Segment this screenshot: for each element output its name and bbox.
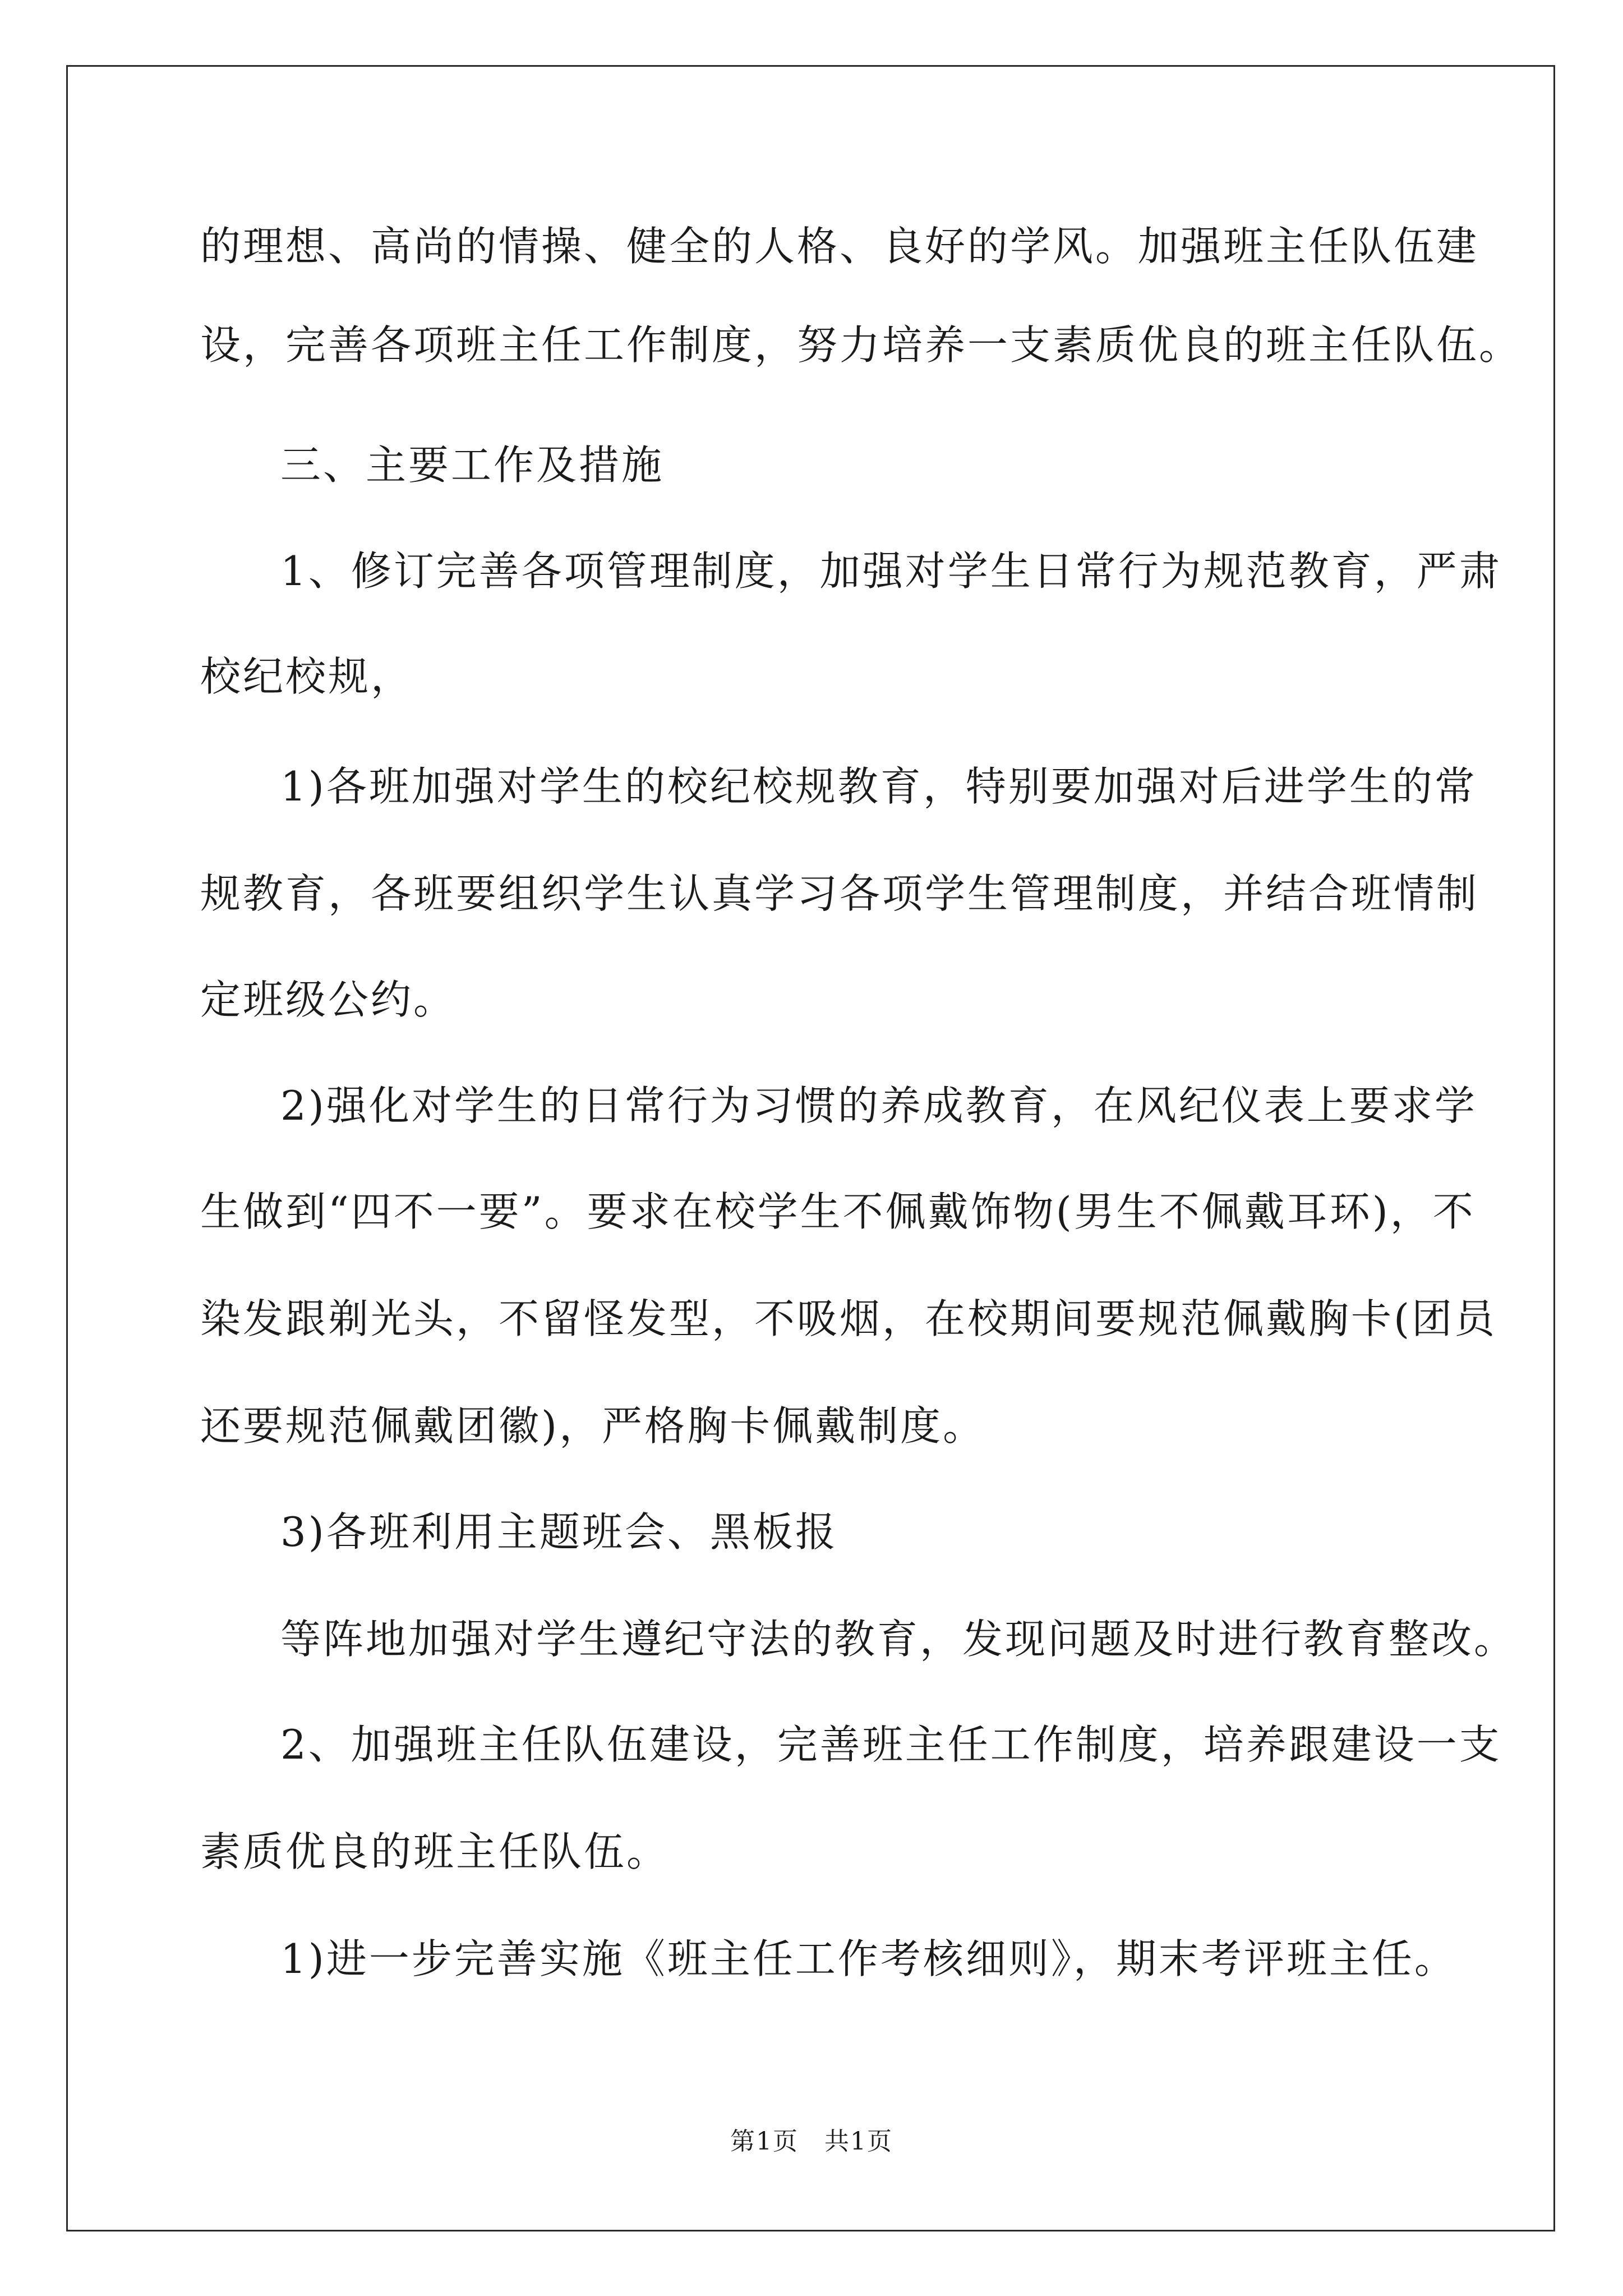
text-line: 1、修订完善各项管理制度，加强对学生日常行为规范教育，严肃 xyxy=(280,547,1502,595)
section-heading: 三、主要工作及措施 xyxy=(280,441,665,489)
text-line: 生做到“四不一要”。要求在校学生不佩戴饰物(男生不佩戴耳环)，不 xyxy=(200,1188,1476,1235)
page-footer: 第1页 共1页 xyxy=(730,2127,893,2156)
text-line: 校纪校规， xyxy=(200,653,414,700)
text-line: 染发跟剃光头，不留怪发型，不吸烟，在校期间要规范佩戴胸卡(团员 xyxy=(200,1295,1497,1342)
text-line: 1)进一步完善实施《班主任工作考核细则》，期末考评班主任。 xyxy=(280,1935,1457,1982)
text-line: 设，完善各项班主任工作制度，努力培养一支素质优良的班主任队伍。 xyxy=(200,321,1522,369)
text-line: 2、加强班主任队伍建设，完善班主任工作制度，培养跟建设一支 xyxy=(280,1721,1502,1768)
text-line: 2)强化对学生的日常行为习惯的养成教育，在风纪仪表上要求学 xyxy=(280,1082,1477,1129)
text-line: 1)各班加强对学生的校纪校规教育，特别要加强对后进学生的常 xyxy=(280,763,1477,810)
text-line: 3)各班利用主题班会、黑板报 xyxy=(280,1508,838,1556)
text-line: 素质优良的班主任队伍。 xyxy=(200,1828,670,1875)
page-border xyxy=(66,65,1555,2231)
text-line: 规教育，各班要组织学生认真学习各项学生管理制度，并结合班情制 xyxy=(200,870,1479,917)
text-line: 定班级公约。 xyxy=(200,976,457,1023)
text-line: 等阵地加强对学生遵纪守法的教育，发现问题及时进行教育整改。 xyxy=(280,1616,1517,1663)
text-line: 还要规范佩戴团徽)，严格胸卡佩戴制度。 xyxy=(200,1402,986,1450)
text-line: 的理想、高尚的情操、健全的人格、良好的学风。加强班主任队伍建 xyxy=(200,223,1479,270)
